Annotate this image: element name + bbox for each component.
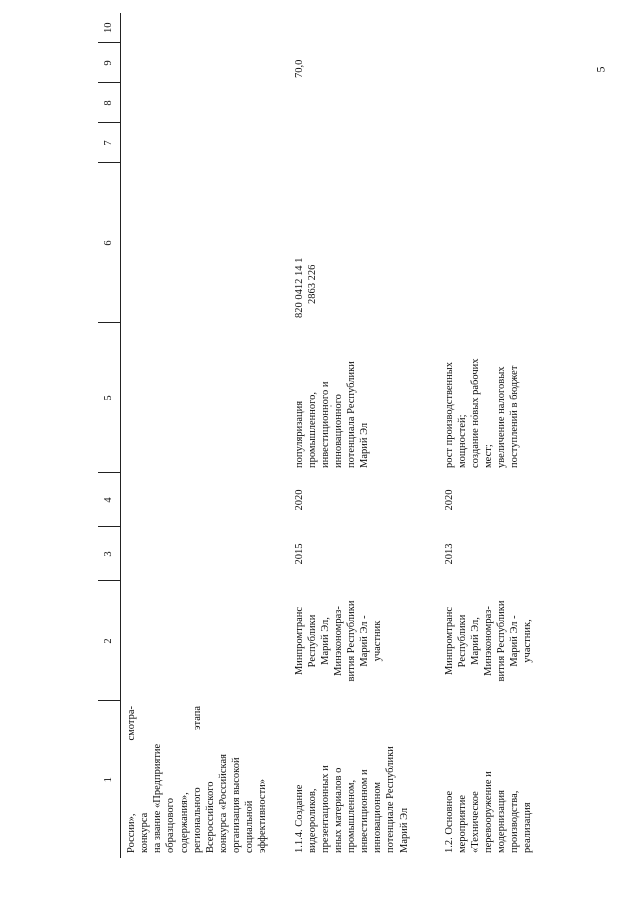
executor-cell [439, 581, 579, 701]
text-line: видеороликов, [306, 788, 318, 853]
result-cell [439, 323, 579, 473]
text-line: на звание «Предприятие [152, 743, 164, 853]
start-year-cell: 2013 [443, 543, 455, 565]
program-table [98, 13, 579, 858]
text-line: поступлений в бюджет [509, 365, 521, 468]
column-header: 6 [98, 163, 121, 323]
text-line: конкурса «Российская [217, 754, 229, 853]
page-number: 5 [593, 66, 608, 73]
column-header: 5 [98, 323, 121, 473]
value-cell [439, 123, 579, 163]
text-line: перевооружение и [482, 771, 494, 853]
text-line: 2863 226 [306, 264, 318, 304]
text-line: инвестиционном и [359, 769, 371, 853]
header-row [98, 13, 121, 858]
text-line: мероприятие [456, 795, 468, 853]
amount-cell [121, 43, 289, 83]
text-line: Марий Эл [398, 807, 410, 853]
table-row [289, 13, 439, 858]
text-line: социальной [244, 800, 256, 853]
table-row [439, 13, 579, 858]
value-cell [121, 123, 289, 163]
text-line: иных материалов о [332, 767, 344, 853]
value-cell [121, 13, 289, 43]
text-line: Минпромтранс [443, 606, 455, 676]
executor-cell [121, 581, 289, 701]
text-line: Всероссийского [204, 781, 216, 853]
text-line: Республики [456, 614, 468, 668]
text-line: инновационного [332, 394, 344, 468]
text-line: 1.2. Основное [443, 790, 455, 853]
event-name-cell [289, 701, 439, 858]
value-cell [289, 13, 439, 43]
value-cell [121, 83, 289, 123]
text-line: Минэкономраз- [332, 606, 344, 676]
start-year-cell: 2015 [293, 543, 305, 565]
text-line: образцового [165, 798, 177, 853]
text-line: Марий Эл [359, 422, 371, 468]
text-line: потенциала Республики [346, 361, 357, 468]
text-line: России», смотра- [126, 706, 137, 853]
column-header: 3 [98, 527, 121, 581]
text-line: инвестиционного и [319, 381, 331, 468]
text-line: мощностей; [456, 414, 468, 468]
text-line: популяризация [293, 400, 305, 468]
column-header: 2 [98, 581, 121, 701]
executor-cell [289, 581, 439, 701]
event-name-cell [121, 701, 289, 858]
text-line: Марий Эл, [319, 617, 331, 665]
text-line: содержания», [178, 792, 190, 853]
column-header: 1 [98, 701, 121, 858]
text-line: Республики [306, 614, 318, 668]
amount-cell: 70,0 [293, 59, 305, 78]
column-header: 9 [98, 43, 121, 83]
text-line: эффективности» [257, 778, 269, 853]
text-line: «Техническое [469, 791, 481, 853]
end-year-cell [121, 473, 289, 527]
text-line: промышленном, [346, 779, 357, 853]
column-header: 7 [98, 123, 121, 163]
column-header: 10 [98, 13, 121, 43]
value-cell [289, 123, 439, 163]
amount-cell [439, 43, 579, 83]
text-line: рост производственных [443, 361, 455, 468]
text-line: вития Республики [496, 600, 507, 682]
value-cell [289, 83, 439, 123]
text-line: Марий Эл, [469, 617, 481, 665]
result-cell [289, 323, 439, 473]
text-line: участник [372, 620, 384, 662]
end-year-cell: 2020 [443, 489, 455, 511]
text-line: регионального этапа [191, 706, 203, 853]
text-line: Минпромтранс [293, 606, 305, 676]
text-line: инновационном [372, 781, 384, 853]
text-line: реализация [522, 802, 534, 853]
text-line: организация высокой [231, 757, 242, 853]
end-year-cell: 2020 [293, 489, 305, 511]
budget-code-cell [439, 163, 579, 323]
text-line: увеличение налоговых [496, 366, 507, 468]
column-header: 4 [98, 473, 121, 527]
text-line: производства, [509, 790, 521, 853]
text-line: модернизация [496, 790, 507, 853]
text-line: промышленного, [306, 391, 318, 468]
text-line: участник, [522, 619, 534, 663]
text-line: 1.1.4. Создание [293, 784, 305, 853]
text-line: создание новых рабочих [469, 358, 481, 468]
budget-code-cell [121, 163, 289, 323]
text-line: Минэкономраз- [482, 606, 494, 676]
result-cell [121, 323, 289, 473]
text-line: презентационных и [319, 765, 331, 853]
value-cell [439, 13, 579, 43]
budget-code-cell [289, 163, 439, 323]
column-header: 8 [98, 83, 121, 123]
event-name-cell [439, 701, 579, 858]
text-line: Марий Эл - [509, 615, 521, 667]
value-cell [439, 83, 579, 123]
text-line: Марий Эл - [359, 615, 371, 667]
text-line: мест; [482, 444, 494, 468]
rotated-table-container [98, 13, 586, 858]
text-line: конкурса [139, 812, 151, 853]
text-line: вития Республики [346, 600, 357, 682]
start-year-cell [121, 527, 289, 581]
table-row [121, 13, 289, 858]
text-line: 820 0412 14 1 [293, 257, 305, 318]
text-line: потенциале Республики [385, 746, 397, 853]
